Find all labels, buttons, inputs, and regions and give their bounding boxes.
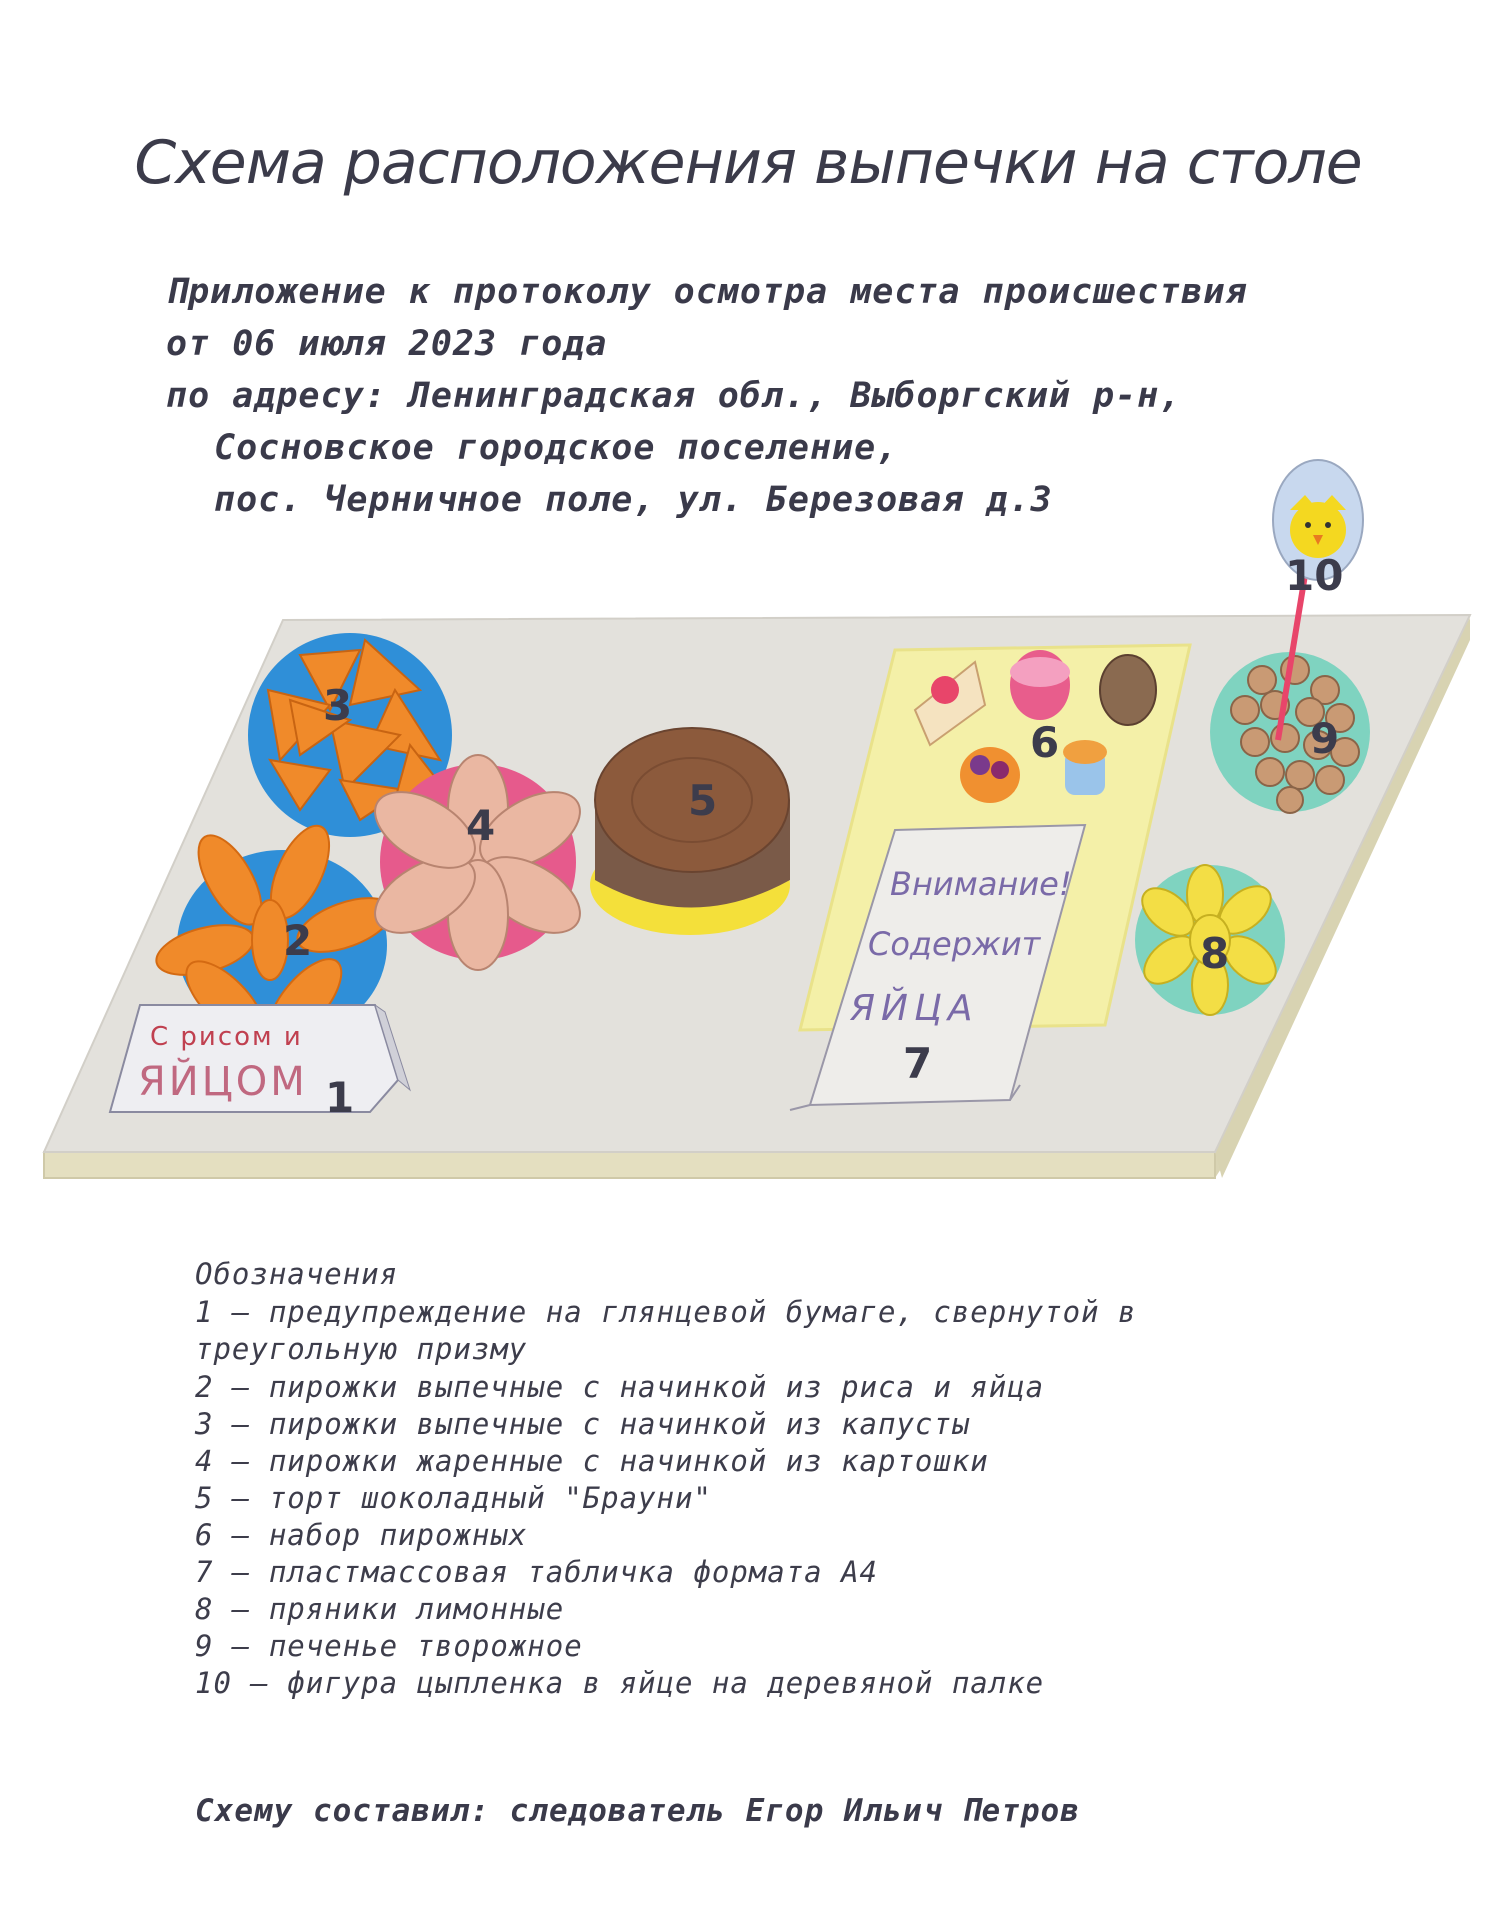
sign1-text-rice: С рисом и — [150, 1022, 303, 1052]
marker-2: 2 — [283, 916, 313, 965]
header-line-appendix: Приложение к протоколу осмотра места происшествия — [166, 272, 1248, 312]
legend-item: 4 – пирожки жаренные с начинкой из картошки — [195, 1444, 989, 1478]
marker-6: 6 — [1030, 718, 1060, 767]
marker-10: 10 — [1285, 551, 1344, 600]
legend-item: 3 – пирожки выпечные с начинкой из капусты — [195, 1407, 971, 1441]
sign7-text-contains: Содержит — [868, 925, 1041, 963]
legend-item: треугольную призму — [195, 1332, 528, 1366]
page-title: Схема расположения выпечки на столе — [134, 128, 1362, 198]
item-5-brownie-cake — [590, 728, 790, 935]
sign1-text-egg: ЯЙЦОМ — [138, 1059, 308, 1105]
legend-item: 5 – торт шоколадный "Брауни" — [195, 1481, 712, 1515]
legend-heading: Обозначения — [195, 1257, 399, 1291]
sign7-text-attention: Внимание! — [890, 865, 1072, 903]
marker-1: 1 — [325, 1073, 355, 1122]
legend-item: 2 – пирожки выпечные с начинкой из риса и яйца — [195, 1370, 1045, 1404]
marker-8: 8 — [1200, 929, 1230, 978]
author-signature-line: Схему составил: следователь Егор Ильич Петров — [195, 1793, 1080, 1829]
sign7-text-eggs: ЯЙЦА — [850, 988, 979, 1029]
marker-5: 5 — [688, 776, 718, 825]
legend-item: 10 – фигура цыпленка в яйце на деревяной палке — [195, 1666, 1045, 1700]
marker-9: 9 — [1310, 714, 1340, 763]
legend-item: 6 – набор пирожных — [195, 1518, 528, 1552]
table-front-edge — [44, 1152, 1215, 1178]
legend-item: 7 – пластмассовая табличка формата А4 — [195, 1555, 879, 1589]
marker-4: 4 — [466, 801, 496, 850]
marker-7: 7 — [903, 1039, 933, 1088]
legend-item: 1 – предупреждение на глянцевой бумаге, свернутой в — [195, 1295, 1137, 1329]
header-line-date: от 06 июля 2023 года — [166, 324, 608, 364]
header-line-settlement: Сосновское городское поселение, — [214, 428, 899, 468]
legend-item: 8 – пряники лимонные — [195, 1592, 565, 1626]
legend-item: 9 – печенье творожное — [195, 1629, 583, 1663]
marker-3: 3 — [323, 681, 353, 730]
chick — [1290, 502, 1346, 558]
header-line-address: по адресу: Ленинградская обл., Выборгский р-н, — [166, 376, 1182, 416]
header-line-street: пос. Черничное поле, ул. Березовая д.3 — [214, 480, 1053, 520]
item-1-prism-sign — [110, 1005, 410, 1112]
